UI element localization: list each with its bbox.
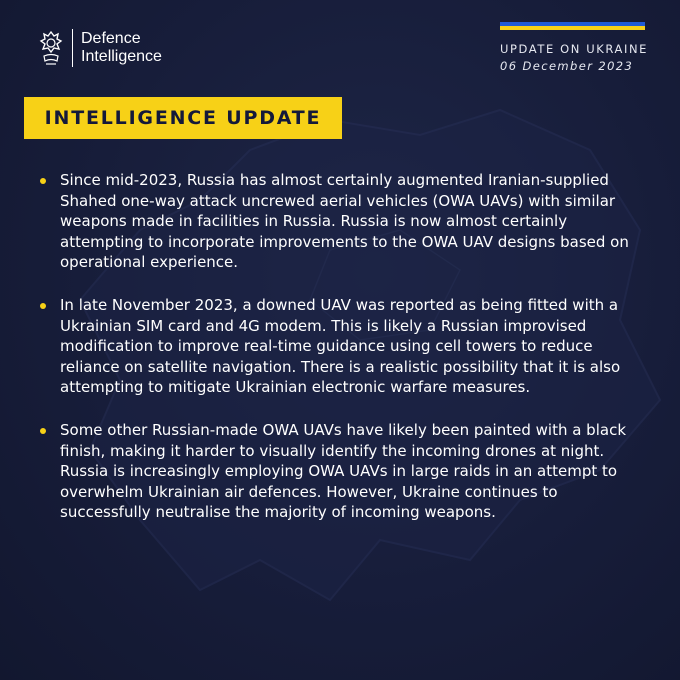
flag-yellow-stripe [500, 26, 645, 30]
list-item [38, 420, 648, 523]
defence-crest-icon [36, 29, 66, 67]
intelligence-update-banner [24, 97, 342, 139]
bullet-dot-icon [40, 428, 46, 434]
update-date: 06 December 2023 [500, 59, 634, 73]
ukraine-flag-icon [500, 22, 645, 30]
logo-divider [72, 29, 73, 67]
list-item [38, 295, 648, 398]
update-title: UPDATE ON UKRAINE [500, 42, 649, 56]
bullet-list [38, 170, 648, 545]
defence-intelligence-logo [36, 28, 162, 68]
bullet-dot-icon [40, 178, 46, 184]
bullet-dot-icon [40, 303, 46, 309]
bullet-text: Some other Russian-made OWA UAVs have likely been painted with a black finish, making it harder to visually identify the incoming drones at night. Russia is increasingly employing OWA UAVs in large raids in an attempt to overwhelm Ukrainian air defences. However, Ukraine continues to successfully neutralise the majority of incoming weapons. [60, 420, 627, 522]
logo-text [81, 30, 162, 66]
bullet-text: In late November 2023, a downed UAV was reported as being fitted with a Ukrainian SIM card and 4G modem. This is likely a Russian improvised modification to improve real-time guidance using cell towers to reduce reliance on satellite navigation. There is a realistic possibility that it is also attempting to mitigate Ukrainian electronic warfare measures. [60, 295, 621, 397]
logo-line1: Defence [81, 30, 141, 47]
bullet-text: Since mid-2023, Russia has almost certainly augmented Iranian-supplied Shahed one-way attack uncrewed aerial vehicles (OWA UAVs) with similar weapons made in facilities in Russia. Russia is now almost certainly attempting to incorporate improvements to the OWA UAV designs based on operational experience. [60, 171, 629, 272]
logo-line2: Intelligence [81, 48, 162, 65]
list-item [38, 170, 648, 273]
banner-label: INTELLIGENCE UPDATE [44, 107, 322, 129]
